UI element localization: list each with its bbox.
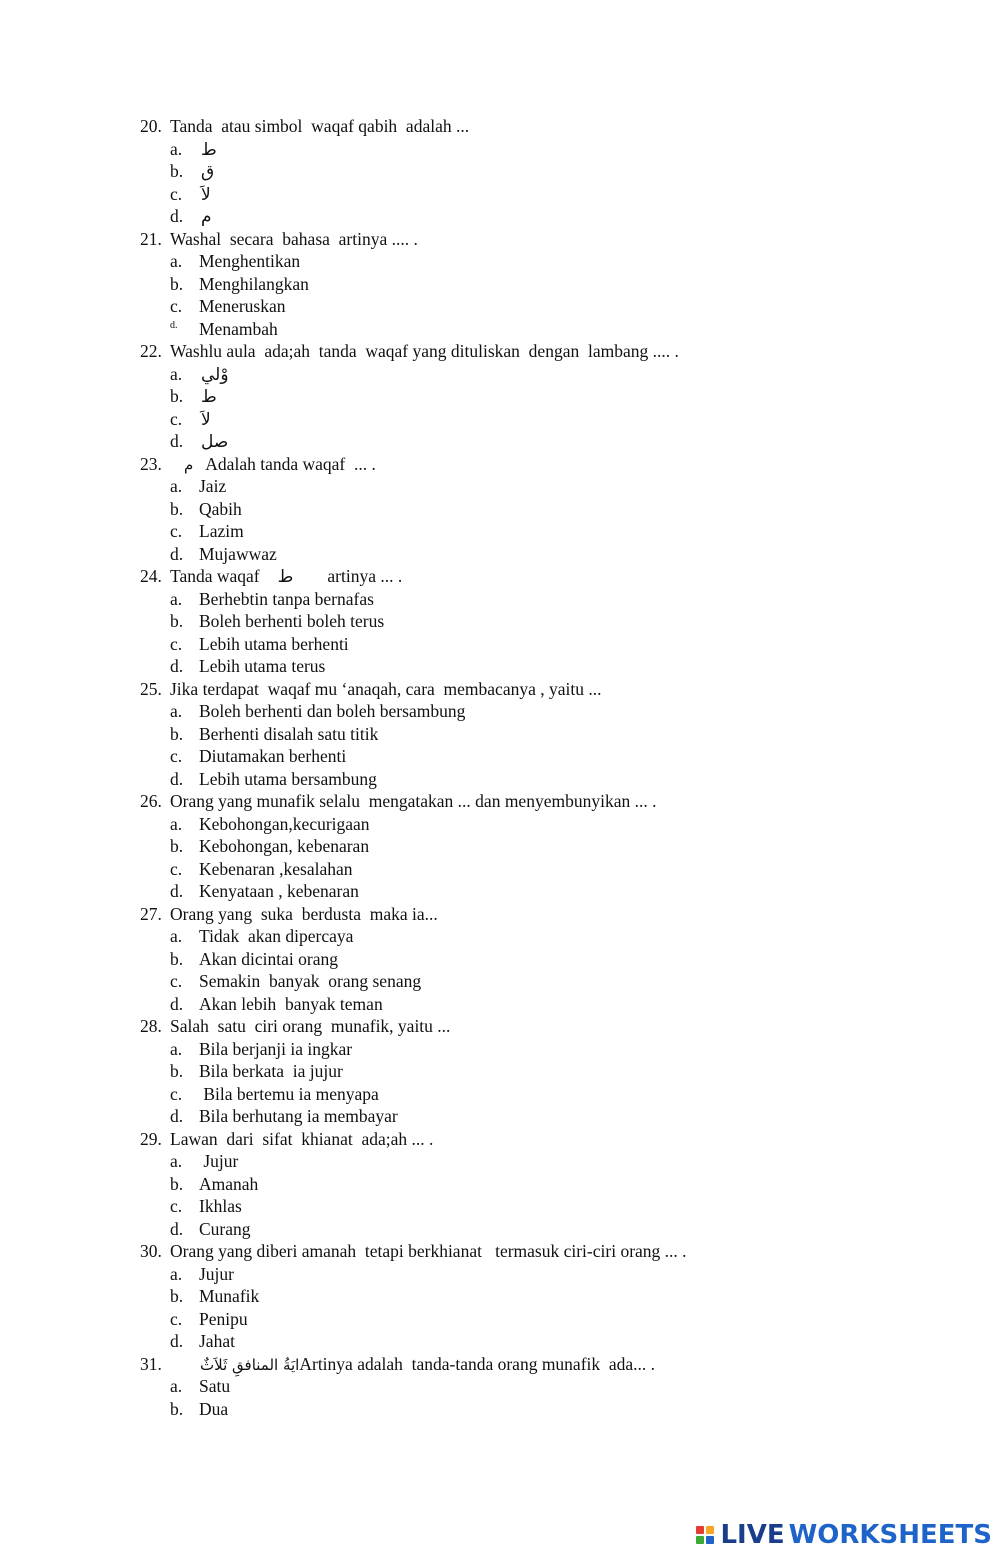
option-text: Menambah — [199, 318, 278, 339]
option-text: Bila bertemu ia menyapa — [199, 1083, 379, 1104]
option-letter: a. — [170, 926, 183, 946]
answer-option[interactable] — [140, 161, 900, 184]
brand-text-live: LIVE — [720, 1520, 785, 1550]
option-text: ط — [201, 387, 217, 407]
answer-option[interactable] — [140, 859, 900, 882]
option-letter: c. — [170, 746, 183, 766]
question-22 — [140, 341, 900, 364]
question-31 — [140, 1354, 900, 1377]
question-number: 23. — [140, 453, 162, 474]
option-text: Lebih utama berhenti — [199, 633, 349, 654]
question-number: 26. — [140, 791, 162, 811]
option-letter: a. — [170, 1376, 183, 1396]
option-text: صل — [201, 432, 229, 452]
option-letter: a. — [170, 363, 183, 384]
option-text: Menghentikan — [199, 251, 301, 271]
answer-option[interactable] — [140, 409, 900, 432]
option-text: Ikhlas — [199, 1196, 242, 1216]
option-letter: d. — [170, 319, 178, 331]
option-text: Bila berjanji ia ingkar — [199, 1038, 353, 1059]
option-text: Berhebtin tanpa bernafas — [199, 588, 374, 609]
option-text: Menghilangkan — [199, 273, 309, 294]
answer-option[interactable] — [140, 589, 900, 612]
option-letter: a. — [170, 251, 183, 271]
option-letter: c. — [170, 858, 183, 879]
option-text: Lebih utama bersambung — [199, 768, 377, 789]
option-letter: d. — [170, 656, 184, 676]
answer-option[interactable] — [140, 926, 900, 949]
answer-option[interactable] — [140, 1331, 900, 1354]
question-27 — [140, 904, 900, 927]
answer-option[interactable] — [140, 701, 900, 724]
answer-option[interactable] — [140, 364, 900, 387]
option-letter: d. — [170, 1218, 184, 1239]
option-text: Boleh berhenti boleh terus — [199, 611, 385, 631]
question-number: 22. — [140, 341, 162, 361]
option-letter: c. — [170, 1196, 183, 1216]
option-letter: a. — [170, 1151, 183, 1171]
answer-option[interactable] — [140, 1084, 900, 1107]
option-letter: d. — [170, 431, 184, 451]
liveworksheets-logo — [696, 1520, 992, 1550]
liveworksheets-logo-icon — [696, 1526, 714, 1544]
option-text: Kebohongan,kecurigaan — [199, 813, 370, 834]
answer-option[interactable] — [140, 724, 900, 747]
answer-option[interactable] — [140, 184, 900, 207]
option-letter: b. — [170, 1061, 184, 1081]
option-text: Amanah — [199, 1173, 259, 1194]
answer-option[interactable] — [140, 1151, 900, 1174]
answer-option[interactable] — [140, 251, 900, 274]
question-number: 31. — [140, 1353, 162, 1374]
answer-option[interactable] — [140, 1106, 900, 1129]
option-text: Lazim — [199, 521, 244, 541]
option-letter: d. — [170, 543, 184, 564]
answer-option[interactable] — [140, 139, 900, 162]
answer-option[interactable] — [140, 769, 900, 792]
option-letter: b. — [170, 1173, 184, 1194]
option-text: Akan dicintai orang — [199, 948, 338, 969]
question-text: Tanda atau simbol waqaf qabih adalah ... — [170, 116, 470, 136]
logo-square-1 — [696, 1526, 704, 1534]
option-letter: b. — [170, 948, 184, 969]
option-text: Bila berhutang ia membayar — [199, 1106, 398, 1126]
option-letter: b. — [170, 1398, 184, 1419]
option-letter: a. — [170, 813, 183, 834]
question-25 — [140, 679, 900, 702]
question-text: Jika terdapat waqaf mu ‘anaqah, cara membacanya , yaitu ... — [170, 678, 602, 699]
question-text: Artinya adalah tanda-tanda orang munafik ada... . — [299, 1353, 656, 1374]
option-letter: b. — [170, 386, 184, 406]
option-letter: a. — [170, 588, 183, 609]
option-letter: c. — [170, 183, 183, 204]
question-arabic-prefix: ايَةُ المنافقِ ثَلاَثٌ — [200, 1355, 300, 1374]
question-number: 29. — [140, 1128, 162, 1149]
option-text: Jujur — [199, 1263, 234, 1284]
worksheet — [140, 116, 900, 1421]
option-letter: c. — [170, 408, 183, 429]
question-text: Lawan dari sifat khianat ada;ah ... . — [170, 1128, 434, 1149]
answer-option[interactable] — [140, 746, 900, 769]
logo-square-3 — [696, 1536, 704, 1544]
option-text: Jujur — [199, 1151, 239, 1171]
answer-option[interactable] — [140, 836, 900, 859]
option-letter: a. — [170, 701, 183, 721]
option-text: Mujawwaz — [199, 543, 277, 564]
question-24 — [140, 566, 900, 589]
option-letter: c. — [170, 521, 183, 541]
answer-option[interactable] — [140, 319, 900, 342]
option-letter: b. — [170, 273, 184, 294]
option-text: Akan lebih banyak teman — [199, 993, 383, 1014]
option-letter: b. — [170, 1286, 184, 1306]
question-26 — [140, 791, 900, 814]
option-text: Munafik — [199, 1286, 260, 1306]
question-text: Salah satu ciri orang munafik, yaitu ... — [170, 1016, 451, 1036]
question-number: 21. — [140, 228, 162, 249]
question-number: 28. — [140, 1016, 162, 1036]
question-arabic-prefix: م — [184, 455, 194, 474]
option-text: لاَ — [201, 409, 211, 430]
answer-option[interactable] — [140, 1286, 900, 1309]
question-number: 20. — [140, 116, 162, 136]
answer-option[interactable] — [140, 994, 900, 1017]
answer-option[interactable] — [140, 499, 900, 522]
question-20 — [140, 116, 900, 139]
question-23 — [140, 454, 900, 477]
question-number: 25. — [140, 678, 162, 699]
answer-option[interactable] — [140, 1264, 900, 1287]
option-text: وْلي — [201, 364, 229, 385]
answer-option[interactable] — [140, 634, 900, 657]
answer-option[interactable] — [140, 1219, 900, 1242]
option-text: Kenyataan , kebenaran — [199, 881, 359, 901]
option-letter: d. — [170, 993, 184, 1014]
option-text: Berhenti disalah satu titik — [199, 723, 379, 744]
option-text: ق — [201, 162, 215, 182]
option-letter: a. — [170, 1263, 183, 1284]
answer-option[interactable] — [140, 814, 900, 837]
answer-option[interactable] — [140, 296, 900, 319]
answer-option[interactable] — [140, 386, 900, 409]
option-text: Semakin banyak orang senang — [199, 971, 422, 991]
question-text-suffix: artinya ... . — [327, 566, 403, 586]
option-letter: a. — [170, 476, 183, 496]
option-text: Bila berkata ia jujur — [199, 1061, 343, 1081]
option-text: Kebohongan, kebenaran — [199, 836, 370, 856]
option-text: ط — [201, 139, 217, 160]
question-21 — [140, 229, 900, 252]
option-letter: d. — [170, 768, 184, 789]
question-29 — [140, 1129, 900, 1152]
option-letter: b. — [170, 611, 184, 631]
answer-option[interactable] — [140, 521, 900, 544]
question-text: Adalah tanda waqaf ... . — [205, 453, 376, 474]
answer-option[interactable] — [140, 431, 900, 454]
question-number: 24. — [140, 566, 162, 586]
option-text: Satu — [199, 1376, 231, 1396]
answer-option[interactable] — [140, 1399, 900, 1422]
question-text: Orang yang suka berdusta maka ia... — [170, 903, 438, 924]
question-arabic-symbol: ط — [277, 567, 294, 587]
option-letter: b. — [170, 498, 184, 519]
option-text: Tidak akan dipercaya — [199, 926, 354, 946]
option-letter: a. — [170, 1038, 183, 1059]
option-text: Dua — [199, 1398, 229, 1419]
answer-option[interactable] — [140, 476, 900, 499]
answer-option[interactable] — [140, 611, 900, 634]
option-letter: c. — [170, 296, 183, 316]
option-text: م — [201, 207, 212, 227]
answer-option[interactable] — [140, 1196, 900, 1219]
option-letter: c. — [170, 971, 183, 991]
answer-option[interactable] — [140, 1309, 900, 1332]
question-text: Washlu aula ada;ah tanda waqaf yang dituliskan dengan lambang .... . — [170, 341, 679, 361]
logo-square-4 — [706, 1536, 714, 1544]
question-number: 27. — [140, 903, 162, 924]
logo-square-2 — [706, 1526, 714, 1534]
question-28 — [140, 1016, 900, 1039]
option-letter: b. — [170, 836, 184, 856]
option-text: Lebih utama terus — [199, 656, 326, 676]
option-text: Curang — [199, 1218, 251, 1239]
answer-option[interactable] — [140, 1039, 900, 1062]
option-text: Kebenaran ,kesalahan — [199, 858, 353, 879]
question-text: Orang yang diberi amanah tetapi berkhianat termasuk ciri-ciri orang ... . — [170, 1241, 687, 1261]
answer-option[interactable] — [140, 544, 900, 567]
answer-option[interactable] — [140, 274, 900, 297]
question-text: Washal secara bahasa artinya .... . — [170, 228, 418, 249]
option-text: Boleh berhenti dan boleh bersambung — [199, 701, 466, 721]
question-text: Orang yang munafik selalu mengatakan ... dan menyembunyikan ... . — [170, 791, 657, 811]
option-letter: b. — [170, 723, 184, 744]
option-text: Qabih — [199, 498, 242, 519]
option-letter: c. — [170, 1308, 183, 1329]
option-text: لاَ — [201, 184, 211, 205]
question-text: Tanda waqaf — [170, 566, 260, 586]
option-text: Meneruskan — [199, 296, 286, 316]
answer-option[interactable] — [140, 1061, 900, 1084]
answer-option[interactable] — [140, 1174, 900, 1197]
option-letter: c. — [170, 633, 183, 654]
option-letter: c. — [170, 1083, 183, 1104]
option-letter: d. — [170, 1106, 184, 1126]
option-text: Jaiz — [199, 476, 227, 496]
question-number: 30. — [140, 1241, 162, 1261]
answer-option[interactable] — [140, 206, 900, 229]
answer-option[interactable] — [140, 971, 900, 994]
option-letter: d. — [170, 206, 184, 226]
option-text: Penipu — [199, 1308, 248, 1329]
answer-option[interactable] — [140, 1376, 900, 1399]
option-letter: d. — [170, 1331, 184, 1351]
option-letter: b. — [170, 161, 184, 181]
question-30 — [140, 1241, 900, 1264]
answer-option[interactable] — [140, 881, 900, 904]
option-letter: d. — [170, 881, 184, 901]
option-letter: a. — [170, 138, 183, 159]
brand-text-worksheets: WORKSHEETS — [788, 1520, 992, 1550]
answer-option[interactable] — [140, 656, 900, 679]
answer-option[interactable] — [140, 949, 900, 972]
option-text: Diutamakan berhenti — [199, 746, 347, 766]
option-text: Jahat — [199, 1331, 235, 1351]
